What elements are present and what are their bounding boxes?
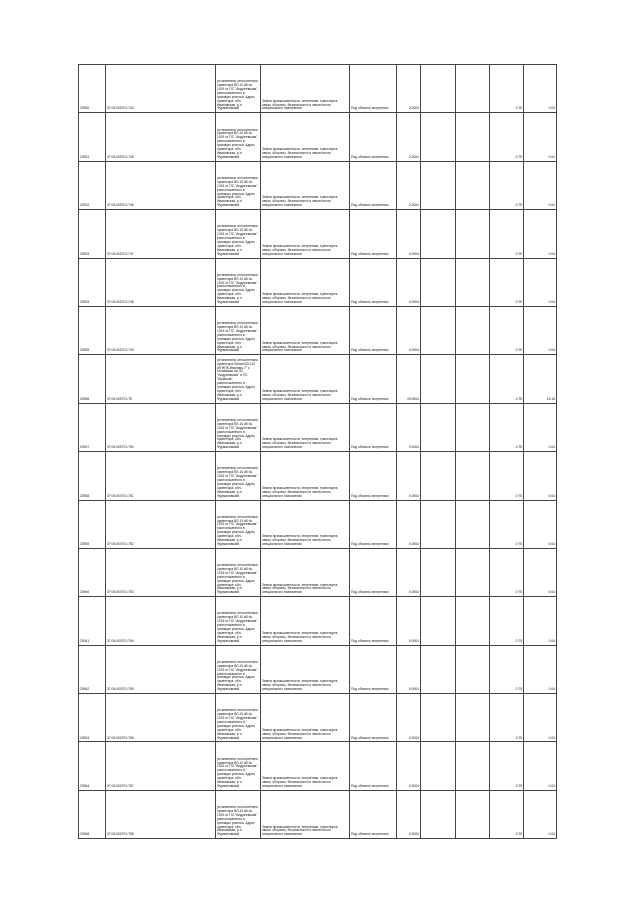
coefficient-cell: 0.75 (490, 210, 524, 258)
value-cell (421, 403, 456, 451)
value-cell (456, 742, 490, 790)
area-cell: 0.0004 (397, 645, 421, 693)
record-id-cell: 20937 (79, 403, 106, 451)
value-cell (421, 500, 456, 548)
land-category-cell: Земли промышленности, энергетики, транспорта, связи, обороны, безопасности и земли иного специального назначения (261, 403, 350, 451)
record-id-cell: 20938 (79, 452, 106, 500)
cadastral-number-cell: 37:04:000701:744 (106, 65, 216, 113)
result-cell: 0.04 (524, 306, 557, 354)
permitted-use-cell: Под объекты энергетики (350, 113, 397, 161)
value-cell (421, 548, 456, 596)
value-cell (456, 258, 490, 306)
location-description-cell: установлено относительно ориентира ВЛ-10 кВ № 1015 от ПС "Андреевская", расположенного в границах участка. Адрес ориентира: обл. Ивановская, р-н Фурмановский (216, 645, 261, 693)
record-id-cell: 20936 (79, 355, 106, 403)
value-cell (421, 597, 456, 645)
value-cell (456, 645, 490, 693)
record-id-cell: 20943 (79, 694, 106, 742)
table-row (79, 500, 557, 548)
location-description-cell: установлено относительно ориентира ВЛ-10 кВ № 1015 от ПС "Андреевская", расположенного в границах участка. Адрес ориентира: обл. Ивановская, р-н Фурмановский (216, 790, 261, 838)
location-description-cell: установлено относительно ориентира ВЛ-10 кВ № 1015 от ПС "Андреевская", расположенного в границах участка. Адрес ориентира: обл. Ивановская, р-н Фурмановский (216, 597, 261, 645)
cadastral-number-cell: 37:04:000701:754 (106, 597, 216, 645)
table-row (79, 403, 557, 451)
land-category-cell: Земли промышленности, энергетики, транспорта, связи, обороны, безопасности и земли иного специального назначения (261, 258, 350, 306)
location-description-cell: установлено относительно ориентира ВЛ-10 кВ № 1015 от ПС "Андреевская", расположенного в границах участка. Адрес ориентира: обл. Ивановская, р-н Фурмановский (216, 403, 261, 451)
location-description-cell: установлено относительно ориентира ВЛ-10 кВ № 1015 от ПС "Андреевская", расположенного в границах участка. Адрес ориентира: обл. Ивановская, р-н Фурмановский (216, 548, 261, 596)
land-category-cell: Земли промышленности, энергетики, транспорта, связи, обороны, безопасности и земли иного специального назначения (261, 161, 350, 209)
result-cell: 0.04 (524, 597, 557, 645)
area-cell: 0.0004 (397, 161, 421, 209)
land-category-cell: Земли промышленности, энергетики, транспорта, связи, обороны, безопасности и земли иного специального назначения (261, 355, 350, 403)
cadastral-number-cell: 37:04:000701:751 (106, 452, 216, 500)
permitted-use-cell: Под объекты энергетики (350, 306, 397, 354)
cadastral-number-cell: 37:04:000701:750 (106, 403, 216, 451)
coefficient-cell: 0.75 (490, 355, 524, 403)
result-cell: 0.04 (524, 645, 557, 693)
value-cell (421, 742, 456, 790)
location-description-cell: установлено относительно ориентира Линия ВЛ-110 кВ"ФПК-Иваново-7" с отпайками на ПС "Андреевская" и ПС "Шуйская", расположенного в границах участка. Адрес ориентира: обл. Ивановская, р-н Фурмановский (216, 355, 261, 403)
table-row (79, 161, 557, 209)
record-id-cell: 20945 (79, 790, 106, 838)
land-category-cell: Земли промышленности, энергетики, транспорта, связи, обороны, безопасности и земли иного специального назначения (261, 597, 350, 645)
permitted-use-cell: Под объекты энергетики (350, 500, 397, 548)
result-cell: 15.15 (524, 355, 557, 403)
table-row (79, 113, 557, 161)
area-cell: 0.0004 (397, 306, 421, 354)
coefficient-cell: 0.75 (490, 161, 524, 209)
coefficient-cell: 0.75 (490, 65, 524, 113)
result-cell: 0.04 (524, 210, 557, 258)
coefficient-cell: 0.75 (490, 403, 524, 451)
value-cell (421, 258, 456, 306)
table-row (79, 258, 557, 306)
cadastral-number-cell: 37:04:000701:749 (106, 306, 216, 354)
area-cell: 0.0004 (397, 694, 421, 742)
coefficient-cell: 0.75 (490, 452, 524, 500)
value-cell (456, 403, 490, 451)
record-id-cell: 20933 (79, 210, 106, 258)
table-row (79, 210, 557, 258)
coefficient-cell: 0.75 (490, 790, 524, 838)
cadastral-number-cell: 37:04:000701:758 (106, 790, 216, 838)
location-description-cell: установлено относительно ориентира ВЛ-10 кВ № 1015 от ПС "Андреевская", расположенного в границах участка. Адрес ориентира: обл. Ивановская, р-н Фурмановский (216, 65, 261, 113)
area-cell: 0.0004 (397, 403, 421, 451)
land-category-cell: Земли промышленности, энергетики, транспорта, связи, обороны, безопасности и земли иного специального назначения (261, 500, 350, 548)
area-cell: 0.0004 (397, 210, 421, 258)
location-description-cell: установлено относительно ориентира ВЛ-10 кВ № 1015 от ПС "Андреевская", расположенного в границах участка. Адрес ориентира: обл. Ивановская, р-н Фурмановский (216, 161, 261, 209)
value-cell (421, 65, 456, 113)
land-category-cell: Земли промышленности, энергетики, транспорта, связи, обороны, безопасности и земли иного специального назначения (261, 790, 350, 838)
value-cell (456, 113, 490, 161)
record-id-cell: 20940 (79, 548, 106, 596)
permitted-use-cell: Под объекты энергетики (350, 645, 397, 693)
permitted-use-cell: Под объекты энергетики (350, 161, 397, 209)
area-cell: 0.0004 (397, 65, 421, 113)
cadastral-number-cell: 37:04:000701:755 (106, 645, 216, 693)
permitted-use-cell: Под объекты энергетики (350, 548, 397, 596)
record-id-cell: 20930 (79, 65, 106, 113)
cadastral-number-cell: 37:04:000701:757 (106, 742, 216, 790)
coefficient-cell: 0.75 (490, 306, 524, 354)
record-id-cell: 20942 (79, 645, 106, 693)
result-cell: 0.04 (524, 403, 557, 451)
coefficient-cell: 0.75 (490, 742, 524, 790)
permitted-use-cell: Под объекты энергетики (350, 355, 397, 403)
record-id-cell: 20934 (79, 258, 106, 306)
cadastral-number-cell: 37:04:000701:748 (106, 258, 216, 306)
location-description-cell: установлено относительно ориентира ВЛ-10 кВ № 1015 от ПС "Андреевская", расположенного в границах участка. Адрес ориентира: обл. Ивановская, р-н Фурмановский (216, 306, 261, 354)
result-cell: 0.04 (524, 500, 557, 548)
land-category-cell: Земли промышленности, энергетики, транспорта, связи, обороны, безопасности и земли иного специального назначения (261, 65, 350, 113)
cadastral-number-cell: 37:04:000701:756 (106, 694, 216, 742)
value-cell (421, 355, 456, 403)
value-cell (421, 452, 456, 500)
cadastral-number-cell: 37:04:000701:753 (106, 548, 216, 596)
area-cell: 0.0004 (397, 452, 421, 500)
permitted-use-cell: Под объекты энергетики (350, 65, 397, 113)
table-row (79, 694, 557, 742)
location-description-cell: установлено относительно ориентира ВЛ-10 кВ № 1015 от ПС "Андреевская", расположенного в границах участка. Адрес ориентира: обл. Ивановская, р-н Фурмановский (216, 210, 261, 258)
value-cell (456, 65, 490, 113)
value-cell (456, 355, 490, 403)
permitted-use-cell: Под объекты энергетики (350, 694, 397, 742)
value-cell (421, 113, 456, 161)
permitted-use-cell: Под объекты энергетики (350, 258, 397, 306)
value-cell (456, 161, 490, 209)
table-row (79, 645, 557, 693)
permitted-use-cell: Под объекты энергетики (350, 742, 397, 790)
table-row (79, 355, 557, 403)
cadastral-number-cell: 37:04:000701:745 (106, 113, 216, 161)
value-cell (456, 452, 490, 500)
location-description-cell: установлено относительно ориентира ВЛ-10 кВ № 1015 от ПС "Андреевская", расположенного в границах участка. Адрес ориентира: обл. Ивановская, р-н Фурмановский (216, 742, 261, 790)
land-category-cell: Земли промышленности, энергетики, транспорта, связи, обороны, безопасности и земли иного специального назначения (261, 113, 350, 161)
table-row (79, 742, 557, 790)
table-row (79, 597, 557, 645)
value-cell (421, 790, 456, 838)
value-cell (456, 548, 490, 596)
result-cell: 0.04 (524, 258, 557, 306)
value-cell (456, 694, 490, 742)
permitted-use-cell: Под объекты энергетики (350, 452, 397, 500)
result-cell: 0.04 (524, 694, 557, 742)
coefficient-cell: 0.75 (490, 645, 524, 693)
value-cell (421, 161, 456, 209)
result-cell: 0.04 (524, 742, 557, 790)
record-id-cell: 20935 (79, 306, 106, 354)
area-cell: 0.0004 (397, 597, 421, 645)
cadastral-number-cell: 37:04:000701:752 (106, 500, 216, 548)
area-cell: 0.0004 (397, 258, 421, 306)
value-cell (421, 306, 456, 354)
land-category-cell: Земли промышленности, энергетики, транспорта, связи, обороны, безопасности и земли иного специального назначения (261, 210, 350, 258)
coefficient-cell: 0.75 (490, 548, 524, 596)
table-row (79, 548, 557, 596)
record-id-cell: 20944 (79, 742, 106, 790)
value-cell (456, 306, 490, 354)
value-cell (421, 210, 456, 258)
cadastral-number-cell: 37:04:000701:747 (106, 210, 216, 258)
record-id-cell: 20932 (79, 161, 106, 209)
location-description-cell: установлено относительно ориентира ВЛ-10 кВ № 1015 от ПС "Андреевская", расположенного в границах участка. Адрес ориентира: обл. Ивановская, р-н Фурмановский (216, 258, 261, 306)
permitted-use-cell: Под объекты энергетики (350, 210, 397, 258)
value-cell (456, 500, 490, 548)
table-body (79, 65, 557, 839)
value-cell (456, 210, 490, 258)
value-cell (421, 694, 456, 742)
land-category-cell: Земли промышленности, энергетики, транспорта, связи, обороны, безопасности и земли иного специального назначения (261, 645, 350, 693)
land-plots-table (78, 64, 557, 839)
location-description-cell: установлено относительно ориентира ВЛ-10 кВ № 1015 от ПС "Андреевская", расположенного в границах участка. Адрес ориентира: обл. Ивановская, р-н Фурмановский (216, 113, 261, 161)
area-cell: 0.0004 (397, 500, 421, 548)
coefficient-cell: 0.75 (490, 258, 524, 306)
area-cell: 0.0004 (397, 113, 421, 161)
coefficient-cell: 0.75 (490, 694, 524, 742)
area-cell: 0.0004 (397, 790, 421, 838)
value-cell (456, 790, 490, 838)
value-cell (421, 645, 456, 693)
result-cell: 0.04 (524, 452, 557, 500)
result-cell: 0.04 (524, 65, 557, 113)
coefficient-cell: 0.75 (490, 113, 524, 161)
result-cell: 0.04 (524, 113, 557, 161)
coefficient-cell: 0.75 (490, 597, 524, 645)
area-cell: 20.0004 (397, 355, 421, 403)
land-category-cell: Земли промышленности, энергетики, транспорта, связи, обороны, безопасности и земли иного специального назначения (261, 306, 350, 354)
cadastral-number-cell: 37:04:000701:746 (106, 161, 216, 209)
area-cell: 0.0004 (397, 742, 421, 790)
location-description-cell: установлено относительно ориентира ВЛ-10 кВ № 1015 от ПС "Андреевская", расположенного в границах участка. Адрес ориентира: обл. Ивановская, р-н Фурмановский (216, 500, 261, 548)
table-row (79, 452, 557, 500)
coefficient-cell: 0.75 (490, 500, 524, 548)
table-row (79, 306, 557, 354)
result-cell: 0.04 (524, 161, 557, 209)
permitted-use-cell: Под объекты энергетики (350, 403, 397, 451)
record-id-cell: 20941 (79, 597, 106, 645)
record-id-cell: 20931 (79, 113, 106, 161)
table-row (79, 790, 557, 838)
land-category-cell: Земли промышленности, энергетики, транспорта, связи, обороны, безопасности и земли иного специального назначения (261, 452, 350, 500)
table-row (79, 65, 557, 113)
land-category-cell: Земли промышленности, энергетики, транспорта, связи, обороны, безопасности и земли иного специального назначения (261, 694, 350, 742)
area-cell: 0.0004 (397, 548, 421, 596)
record-id-cell: 20939 (79, 500, 106, 548)
result-cell: 0.04 (524, 548, 557, 596)
location-description-cell: установлено относительно ориентира ВЛ-10 кВ № 1015 от ПС "Андреевская", расположенного в границах участка. Адрес ориентира: обл. Ивановская, р-н Фурмановский (216, 694, 261, 742)
permitted-use-cell: Под объекты энергетики (350, 790, 397, 838)
location-description-cell: установлено относительно ориентира ВЛ-10 кВ № 1015 от ПС "Андреевская", расположенного в границах участка. Адрес ориентира: обл. Ивановская, р-н Фурмановский (216, 452, 261, 500)
permitted-use-cell: Под объекты энергетики (350, 597, 397, 645)
result-cell: 0.04 (524, 790, 557, 838)
land-category-cell: Земли промышленности, энергетики, транспорта, связи, обороны, безопасности и земли иного специального назначения (261, 742, 350, 790)
cadastral-number-cell: 37:04:000701:75 (106, 355, 216, 403)
value-cell (456, 597, 490, 645)
land-category-cell: Земли промышленности, энергетики, транспорта, связи, обороны, безопасности и земли иного специального назначения (261, 548, 350, 596)
